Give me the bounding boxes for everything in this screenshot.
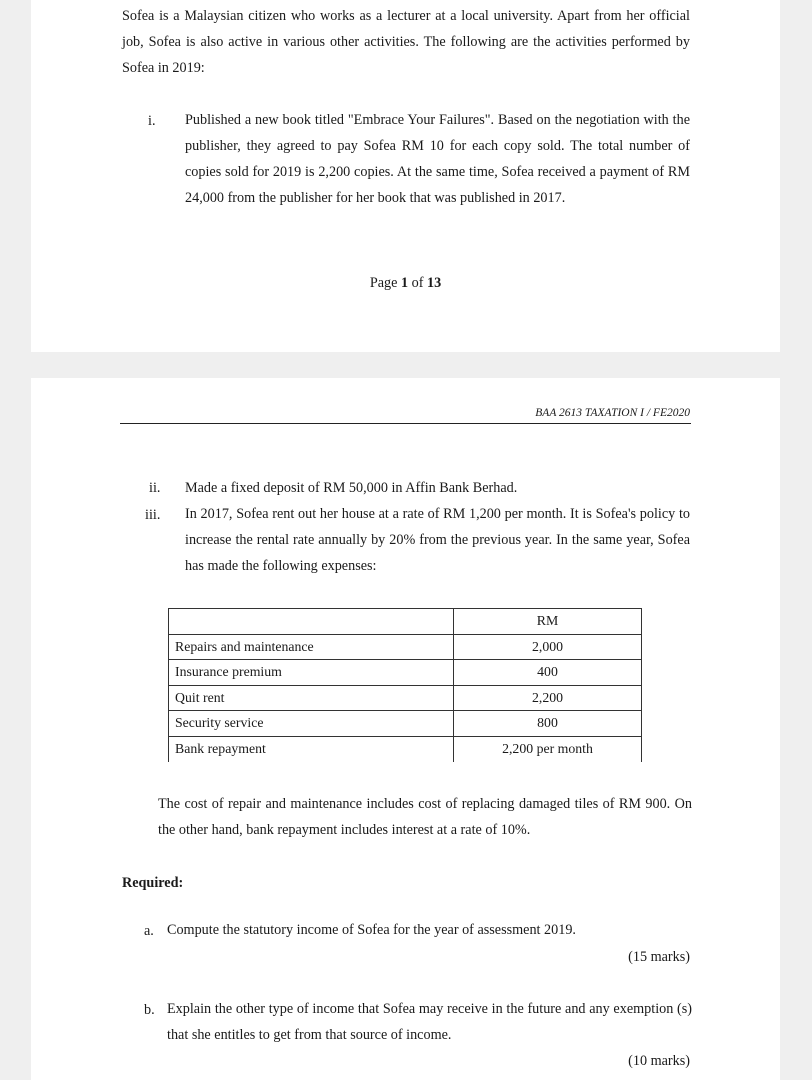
expense-amount: 2,000 — [454, 634, 642, 660]
document-page-2 — [31, 378, 780, 1080]
question-b-text: Explain the other type of income that Sofea may receive in the future and any exemption (s) that she entitles to get from that source of income. — [167, 1001, 692, 1043]
question-b-marks: (10 marks) — [628, 1053, 690, 1069]
expenses-table — [168, 608, 642, 762]
page-number-middle: of — [408, 275, 427, 291]
item-ii-numeral: ii. — [149, 480, 161, 496]
table-row — [169, 660, 642, 686]
item-iii-text: In 2017, Sofea rent out her house at a rate of RM 1,200 per month. It is Sofea's policy to increase the rental rate annually by 20% from the previous year. In the same year, Sofea has made the following expenses: — [185, 506, 690, 574]
table-header-row — [169, 609, 642, 635]
item-i-numeral: i. — [148, 113, 156, 129]
table-row — [169, 634, 642, 660]
intro-paragraph: Sofea is a Malaysian citizen who works as a lecturer at a local university. Apart from her official job, Sofea is also active in various other activities. The following are the activities performed by Sofea in 2019: — [122, 8, 690, 76]
question-b-letter: b. — [144, 1002, 155, 1018]
item-i-text: Published a new book titled "Embrace Your Failures". Based on the negotiation with the publisher, they agreed to pay Sofea RM 10 for each copy sold. The total number of copies sold for 2019 is 2,200 copies. At the same time, Sofea received a payment of RM 24,000 from the publisher for her book that was published in 2017. — [185, 112, 690, 206]
table-row — [169, 685, 642, 711]
expense-amount: 400 — [454, 660, 642, 686]
expense-name: Repairs and maintenance — [169, 634, 454, 660]
item-iii-numeral: iii. — [145, 507, 161, 523]
page-number-total: 13 — [426, 275, 442, 291]
page-number-prefix: Page — [369, 275, 401, 291]
table-row — [169, 711, 642, 737]
expense-amount: 2,200 — [454, 685, 642, 711]
table-header-cell — [169, 609, 454, 635]
expense-name: Security service — [169, 711, 454, 737]
expense-name: Insurance premium — [169, 660, 454, 686]
expense-amount: 2,200 per month — [454, 736, 642, 762]
page-number — [31, 275, 780, 292]
expense-name: Bank repayment — [169, 736, 454, 762]
page-number-current: 1 — [400, 275, 409, 291]
expense-note: The cost of repair and maintenance includes cost of replacing damaged tiles of RM 900. On the other hand, bank repayment includes interest at a rate of 10%. — [158, 796, 692, 838]
page-header: BAA 2613 TAXATION I / FE2020 — [535, 407, 690, 419]
question-a-marks: (15 marks) — [628, 949, 690, 965]
item-ii-text: Made a fixed deposit of RM 50,000 in Affin Bank Berhad. — [185, 480, 518, 496]
required-label: Required: — [122, 875, 184, 891]
expense-name: Quit rent — [169, 685, 454, 711]
question-a-letter: a. — [144, 923, 154, 939]
table-header-cell: RM — [454, 609, 642, 635]
table-row — [169, 736, 642, 762]
expense-amount: 800 — [454, 711, 642, 737]
header-rule — [120, 423, 691, 424]
question-a-text: Compute the statutory income of Sofea for the year of assessment 2019. — [167, 922, 576, 938]
document-page-1 — [31, 0, 780, 352]
